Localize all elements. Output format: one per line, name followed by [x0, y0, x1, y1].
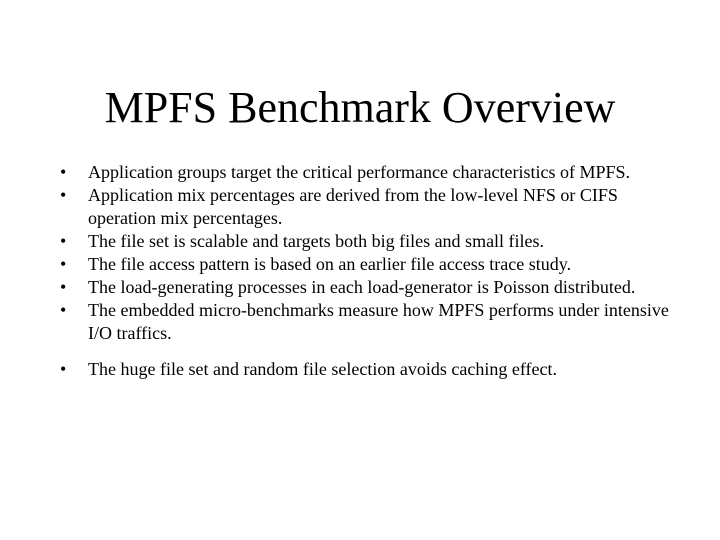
- bullet-icon: •: [60, 359, 67, 379]
- bullet-list: [56, 161, 676, 381]
- bullet-icon: •: [60, 185, 67, 205]
- bullet-text: The load-generating processes in each load-generator is Poisson distributed.: [88, 277, 636, 297]
- bullet-item: [56, 161, 676, 184]
- bullet-text: The file set is scalable and targets both big files and small files.: [88, 231, 545, 251]
- bullet-item: [56, 299, 676, 345]
- bullet-item: [56, 230, 676, 253]
- bullet-icon: •: [60, 162, 67, 182]
- bullet-icon: •: [60, 231, 67, 251]
- bullet-item: [56, 184, 676, 230]
- bullet-icon: •: [60, 254, 67, 274]
- bullet-text: The file access pattern is based on an earlier file access trace study.: [88, 254, 572, 274]
- bullet-text: The embedded micro-benchmarks measure how MPFS performs under intensive I/O traffics.: [88, 300, 669, 343]
- bullet-text: Application mix percentages are derived from the low-level NFS or CIFS operation mix percentages.: [88, 185, 618, 228]
- bullet-icon: •: [60, 277, 67, 297]
- slide-title: MPFS Benchmark Overview: [104, 83, 616, 132]
- bullet-item: [56, 253, 676, 276]
- bullet-icon: •: [60, 300, 67, 320]
- bullet-item: [56, 276, 676, 299]
- bullet-item: [56, 358, 676, 381]
- bullet-text: Application groups target the critical performance characteristics of MPFS.: [88, 162, 630, 182]
- bullet-text: The huge file set and random file selection avoids caching effect.: [88, 359, 557, 379]
